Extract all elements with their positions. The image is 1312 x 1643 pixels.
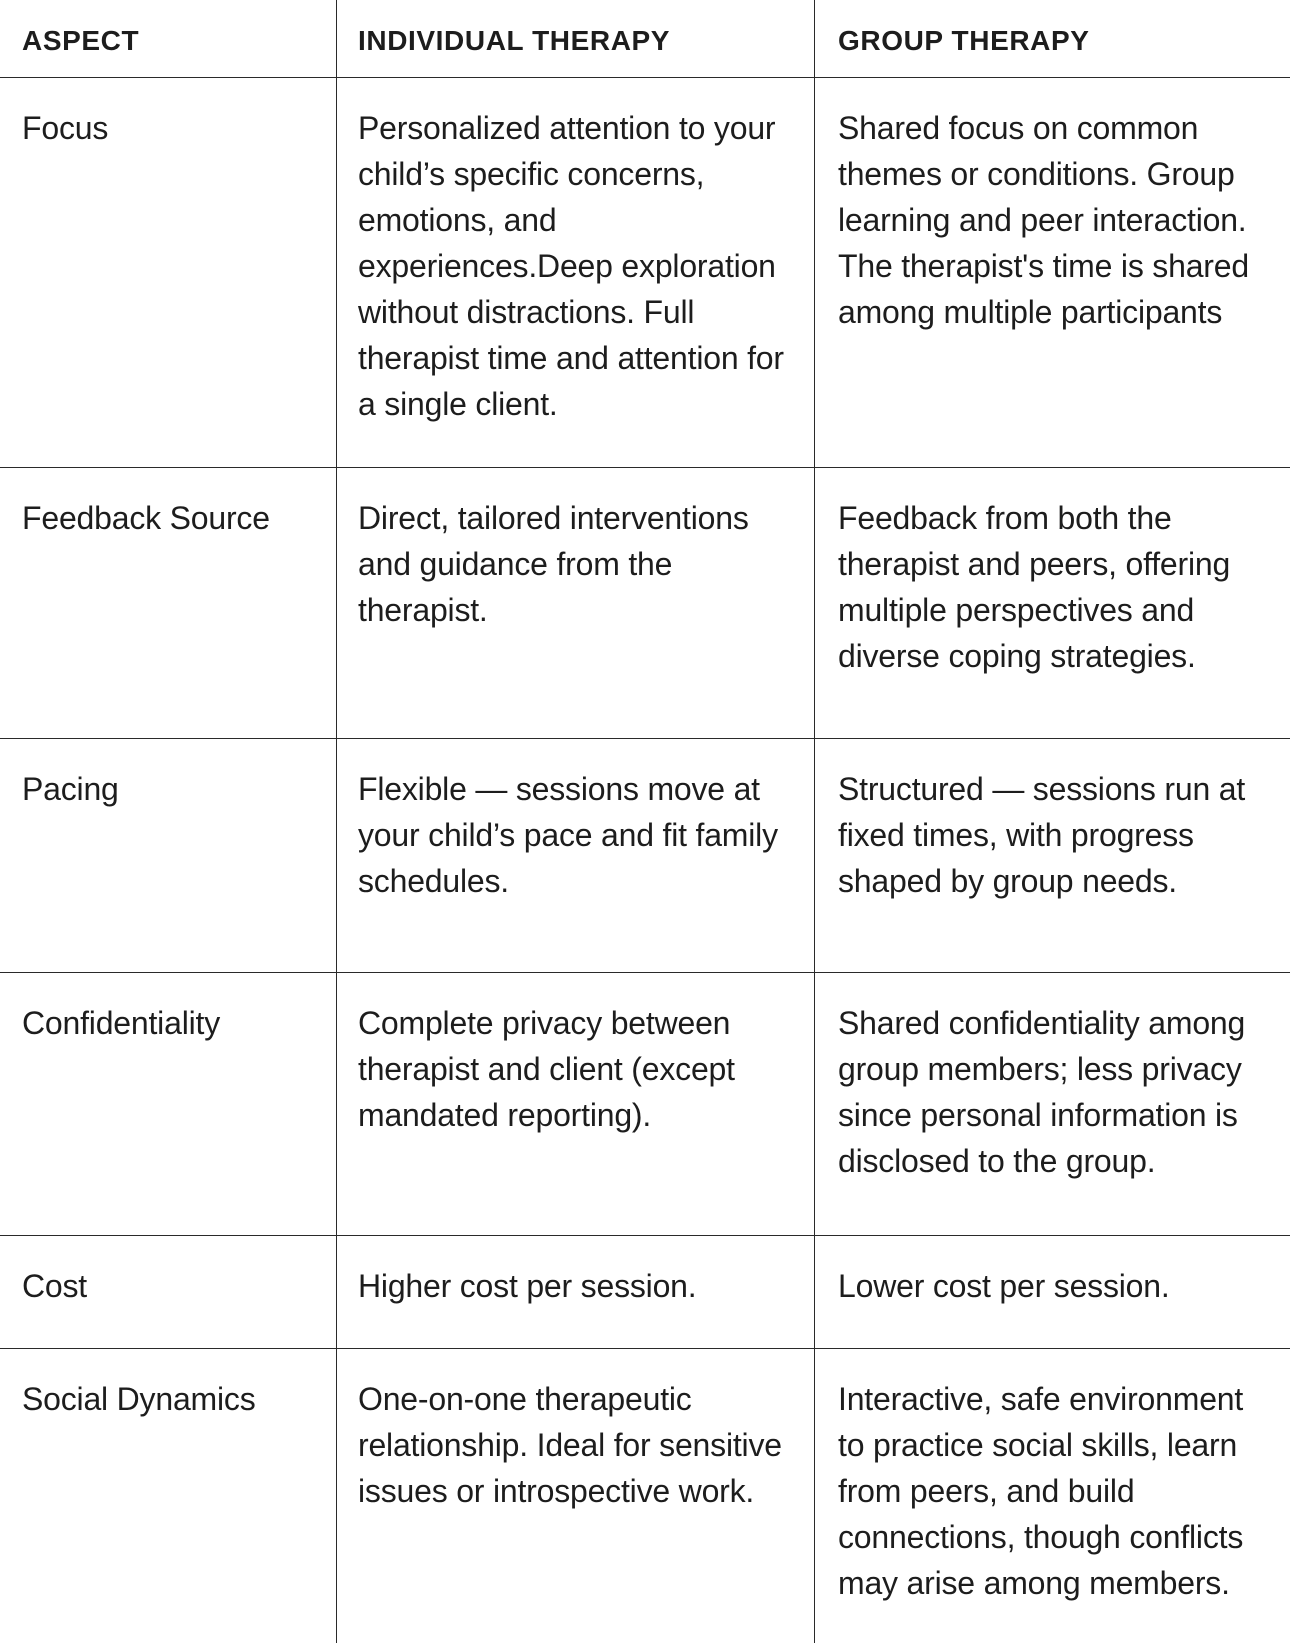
table-row: [0, 1349, 1290, 1643]
individual-cell: One-on-one therapeutic relationship. Ideal for sensitive issues or introspective work.: [336, 1349, 814, 1643]
table-row: [0, 468, 1290, 739]
table-row: [0, 973, 1290, 1236]
individual-cell: Direct, tailored interventions and guidance from the therapist.: [336, 468, 814, 738]
aspect-cell: Pacing: [22, 771, 119, 807]
header-individual-therapy: INDIVIDUAL THERAPY: [336, 0, 814, 77]
table-header-row: [0, 0, 1290, 78]
group-cell: Shared focus on common themes or conditions. Group learning and peer interaction. The therapist's time is shared among multiple participants: [814, 78, 1290, 467]
aspect-cell: Feedback Source: [22, 500, 270, 536]
aspect-cell: Focus: [22, 110, 109, 146]
group-cell: Shared confidentiality among group members; less privacy since personal information is disclosed to the group.: [814, 973, 1290, 1235]
group-cell: Interactive, safe environment to practice social skills, learn from peers, and build connections, though conflicts may arise among members.: [814, 1349, 1290, 1643]
group-cell: Lower cost per session.: [814, 1236, 1290, 1348]
header-group-therapy: GROUP THERAPY: [814, 0, 1290, 77]
aspect-cell: Confidentiality: [22, 1005, 221, 1041]
aspect-cell: Cost: [22, 1268, 87, 1304]
individual-cell: Higher cost per session.: [336, 1236, 814, 1348]
table-row: [0, 739, 1290, 973]
group-cell: Structured — sessions run at fixed times, with progress shaped by group needs.: [814, 739, 1290, 972]
group-cell: Feedback from both the therapist and peers, offering multiple perspectives and diverse coping strategies.: [814, 468, 1290, 738]
individual-cell: Personalized attention to your child’s specific concerns, emotions, and experiences.Deep exploration without distractions. Full therapist time and attention for a single client.: [336, 78, 814, 467]
aspect-cell: Social Dynamics: [22, 1381, 256, 1417]
individual-cell: Complete privacy between therapist and client (except mandated reporting).: [336, 973, 814, 1235]
table-row: [0, 1236, 1290, 1349]
individual-cell: Flexible — sessions move at your child’s pace and fit family schedules.: [336, 739, 814, 972]
header-aspect: ASPECT: [22, 25, 140, 56]
table-row: [0, 78, 1290, 468]
